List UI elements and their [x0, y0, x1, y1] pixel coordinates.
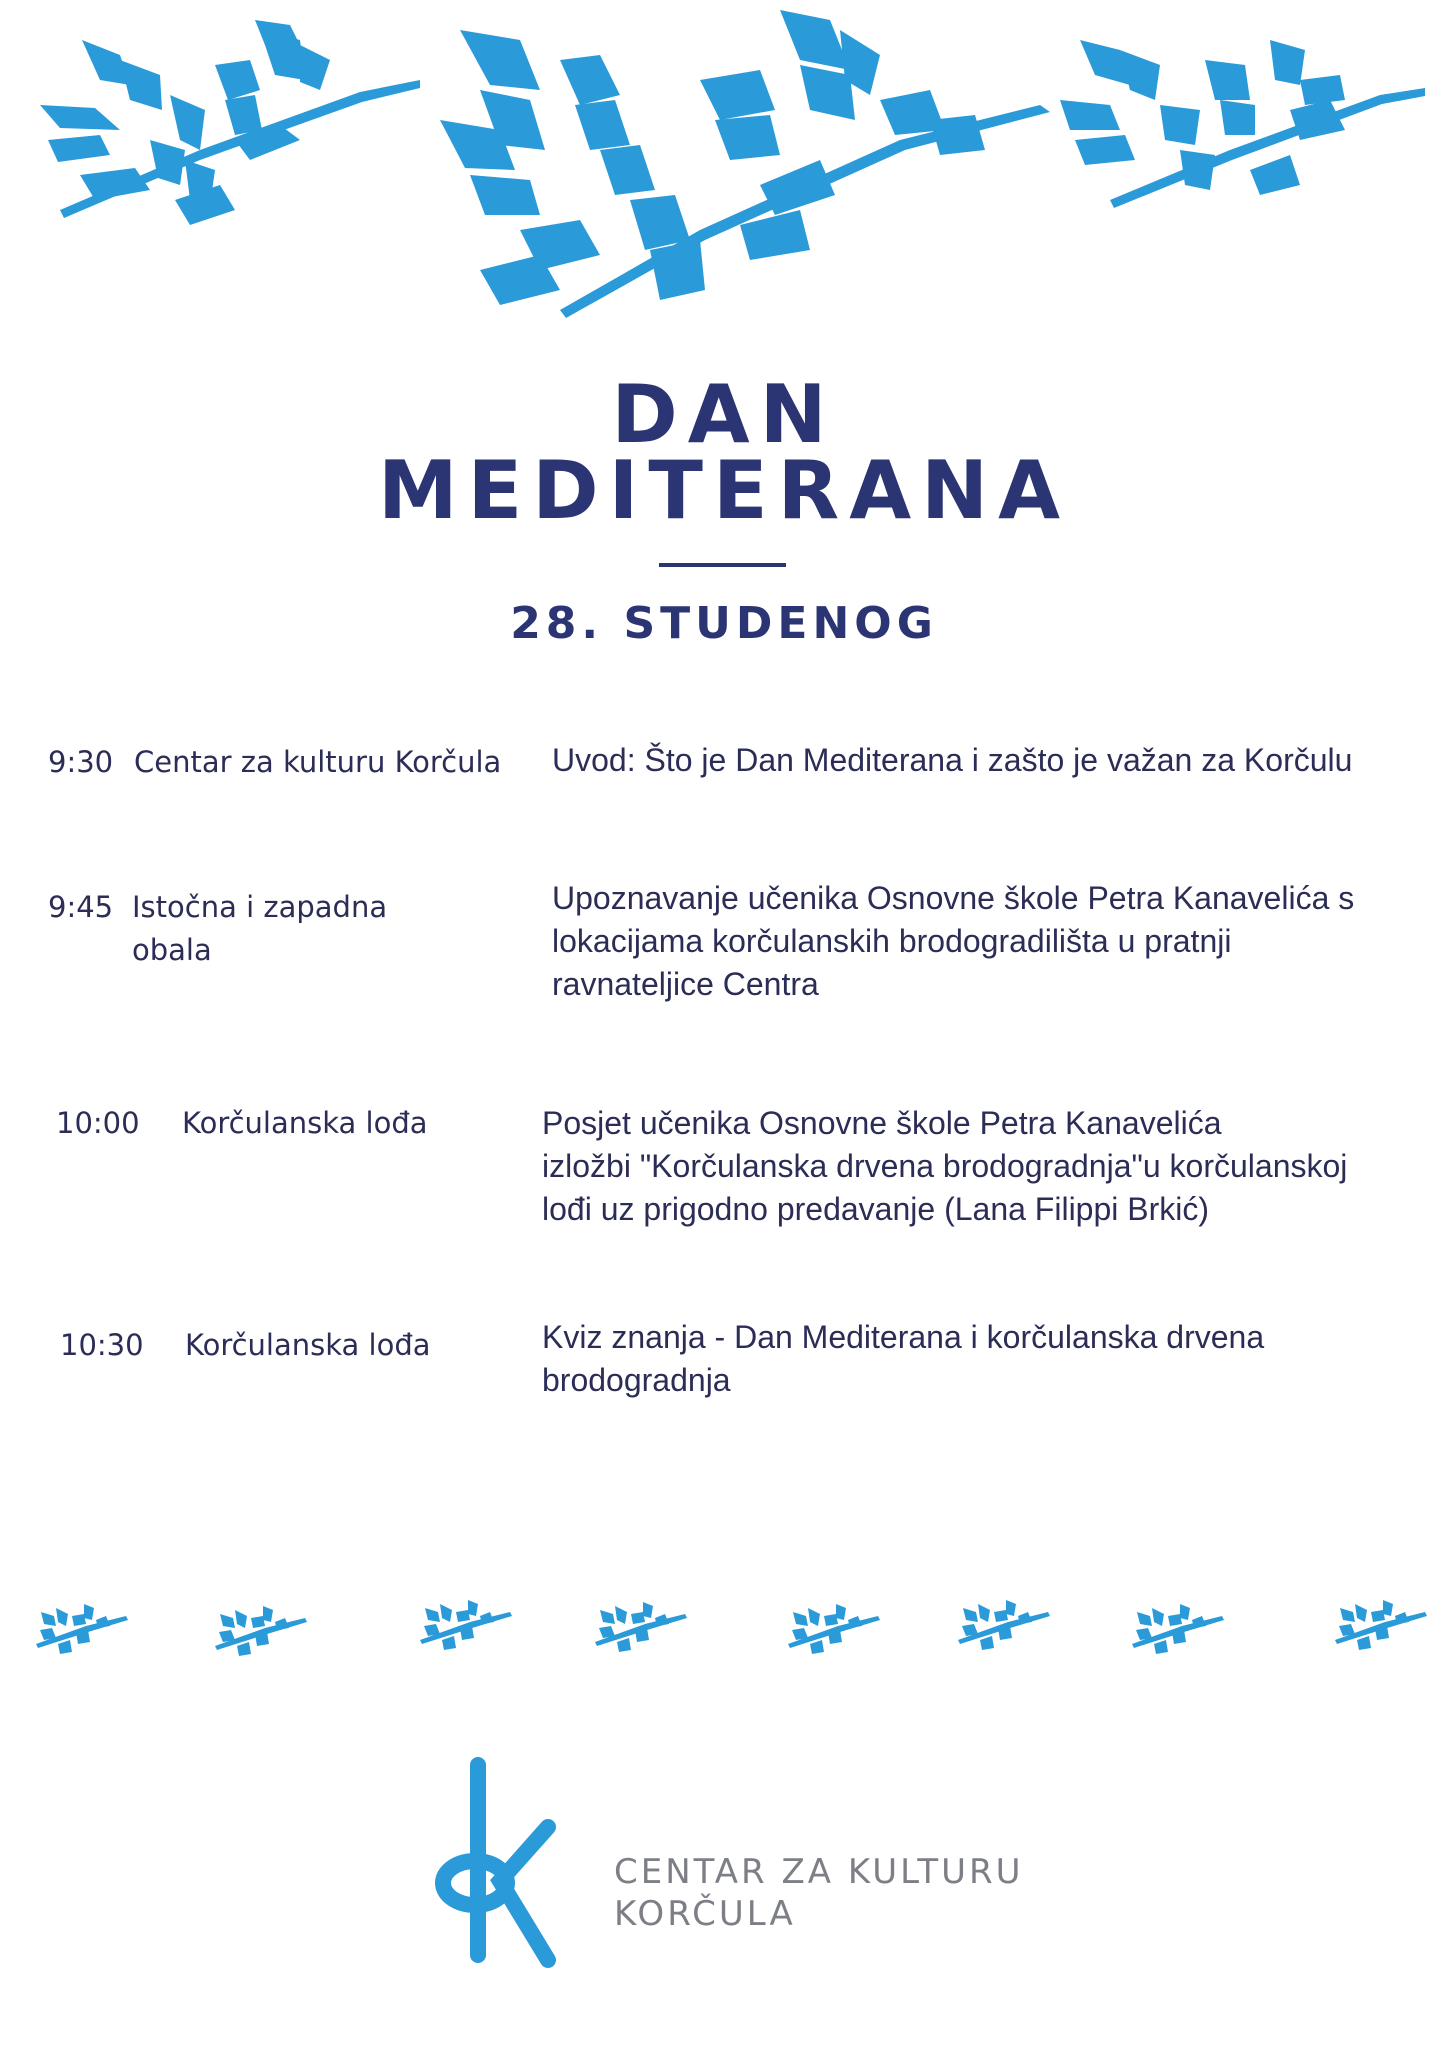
schedule-location: Istočna i zapadna [132, 890, 388, 924]
schedule-location: obala [132, 933, 212, 967]
org-name-line2: KORČULA [614, 1894, 796, 1934]
schedule-description: Upoznavanje učenika Osnovne škole Petra Kanavelića s [552, 880, 1355, 916]
page-title-line1: DAN [611, 368, 837, 461]
page-title-line2: MEDITERANA [377, 444, 1071, 537]
schedule-time: 10:30 [60, 1328, 144, 1362]
event-date: 28. STUDENOG [510, 598, 938, 649]
schedule-description: brodogradnja [542, 1362, 731, 1398]
org-name-line1: CENTAR ZA KULTURU [614, 1852, 1024, 1892]
schedule-time: 10:00 [56, 1106, 140, 1140]
schedule-time: 9:45 [48, 890, 114, 924]
schedule-description: ravnateljice Centra [552, 966, 819, 1002]
schedule-description: Kviz znanja - Dan Mediterana i korčulanska drvena [542, 1319, 1265, 1355]
k-knot-logo-icon [430, 1755, 570, 1975]
olive-branch-icon [0, 0, 1448, 360]
title-divider [659, 563, 786, 567]
schedule-description: izložbi "Korčulanska drvena brodogradnja"u korčulanskoj [542, 1148, 1348, 1184]
olive-sprig-row-icon [0, 1580, 1448, 1670]
schedule-location: Korčulanska lođa [185, 1328, 431, 1362]
schedule-time: 9:30 [48, 745, 114, 779]
schedule-description: Uvod: Što je Dan Mediterana i zašto je važan za Korčulu [552, 742, 1353, 778]
schedule-description: lođi uz prigodno predavanje (Lana Filippi Brkić) [542, 1191, 1210, 1227]
schedule-location: Korčulanska lođa [182, 1106, 428, 1140]
schedule-location: Centar za kulturu Korčula [134, 745, 502, 779]
schedule-description: Posjet učenika Osnovne škole Petra Kanavelića [542, 1105, 1222, 1141]
schedule-description: lokacijama korčulanskih brodogradilišta u pratnji [552, 923, 1232, 959]
